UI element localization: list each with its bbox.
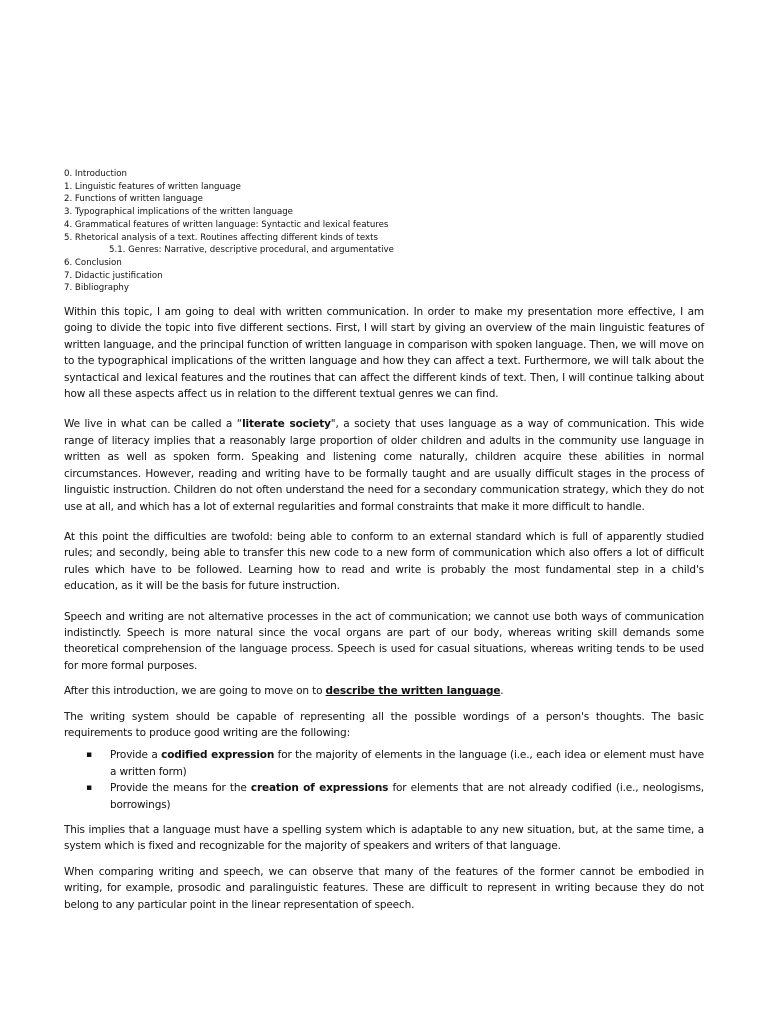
text-run: We live in what can be called a “ — [64, 418, 243, 431]
text-run: ", a society that uses language as a way of communication. This wide range of literacy implies that a reasonably large proportion of older children and adults in the community use language in written as well as spoken form. Speaking and listening come naturally, children acquire these abilities in normal circumstances. However, reading and writing have to be formally taught and are usually difficult stages in the process of linguistic instruction. Children do not often understand the need for a secondary communication strategy, which they do not use at all, and which has a lot of external regularities and formal constraints that make it more difficult to handle. — [64, 418, 704, 513]
text-run: Provide the means for the — [110, 782, 251, 795]
toc-entry: 6. Conclusion — [64, 257, 122, 268]
document-page — [64, 168, 704, 913]
writing-system-paragraph: The writing system should be capable of representing all the possible wordings of a person's thoughts. The basic requirements to produce good writing are the following: — [64, 710, 704, 739]
text-run: for the majority of elements in the language (i.e., each idea or element must have a written form) — [110, 749, 704, 778]
toc-entry: 3. Typographical implications of the written language — [64, 207, 293, 218]
list-item — [86, 780, 704, 813]
spelling-system-paragraph: This implies that a language must have a spelling system which is adaptable to any new situation, but, at the same time, a system which is fixed and recognizable for the majority of speakers and writers of that language. — [64, 824, 704, 853]
bullet-icon: ▪ — [86, 750, 92, 761]
speech-writing-paragraph: Speech and writing are not alternative processes in the act of communication; we cannot use both ways of communication indistinctly. Speech is more natural since the vocal organs are part of our body, whereas writing skill demands some theoretical comprehension of the language process. Speech is used for casual situations, whereas writing tends to be used for more formal purposes. — [64, 610, 704, 672]
toc-entry: 5. Rhetorical analysis of a text. Routines affecting different kinds of texts — [64, 232, 378, 243]
text-run: for elements that are not already codified (i.e., neologisms, borrowings) — [110, 782, 704, 811]
bold-term-literate-society: literate society — [242, 418, 331, 431]
describe-written-language-link[interactable]: describe the written language — [325, 685, 501, 698]
toc-entry: 7. Didactic justification — [64, 270, 163, 281]
text-run: Provide a — [110, 749, 162, 762]
requirements-list — [64, 747, 704, 813]
text-run: . — [500, 685, 504, 698]
transition-paragraph — [64, 683, 704, 699]
table-of-contents — [64, 168, 704, 295]
toc-entry: 1. Linguistic features of written language — [64, 181, 241, 192]
literate-society-paragraph — [64, 416, 704, 514]
text-run: After this introduction, we are going to move on to — [64, 685, 326, 698]
list-item — [86, 747, 704, 780]
bold-term: codified expression — [161, 749, 275, 762]
difficulties-paragraph: At this point the difficulties are twofold: being able to conform to an external standard which is full of apparently studied rules; and secondly, being able to transfer this new code to a new form of communication which also offers a lot of difficult rules which have to be followed. Learning how to read and write is probably the most fundamental step in a child's education, as it will be the basis for future instruction. — [64, 530, 704, 593]
intro-paragraph: Within this topic, I am going to deal with written communication. In order to make my presentation more effective, I am going to divide the topic into five different sections. First, I will start by giving an overview of the main linguistic features of written language, and the principal function of written language in comparison with spoken language. Then, we will move on to the typographical implications of the written language and how they can affect a text. Furthermore, we will talk about the syntactical and lexical features and the routines that can affect the different kinds of text. Then, I will continue talking about how all these aspects affect us in relation to the different textual genres we can find. — [64, 306, 704, 401]
toc-entry: 0. Introduction — [64, 169, 127, 179]
toc-entry: 4. Grammatical features of written language: Syntactic and lexical features — [64, 219, 389, 230]
toc-entry: 2. Functions of written language — [64, 194, 203, 205]
comparison-paragraph: When comparing writing and speech, we can observe that many of the features of the former cannot be embodied in writing, for example, prosodic and paralinguistic features. These are difficult to represent in writing because they do not belong to any particular point in the linear representation of speech. — [64, 865, 704, 911]
toc-subentry: 5.1. Genres: Narrative, descriptive procedural, and argumentative — [109, 245, 394, 256]
bullet-icon: ▪ — [86, 783, 92, 794]
toc-entry: 7. Bibliography — [64, 283, 129, 294]
bold-term: creation of expressions — [250, 782, 389, 795]
